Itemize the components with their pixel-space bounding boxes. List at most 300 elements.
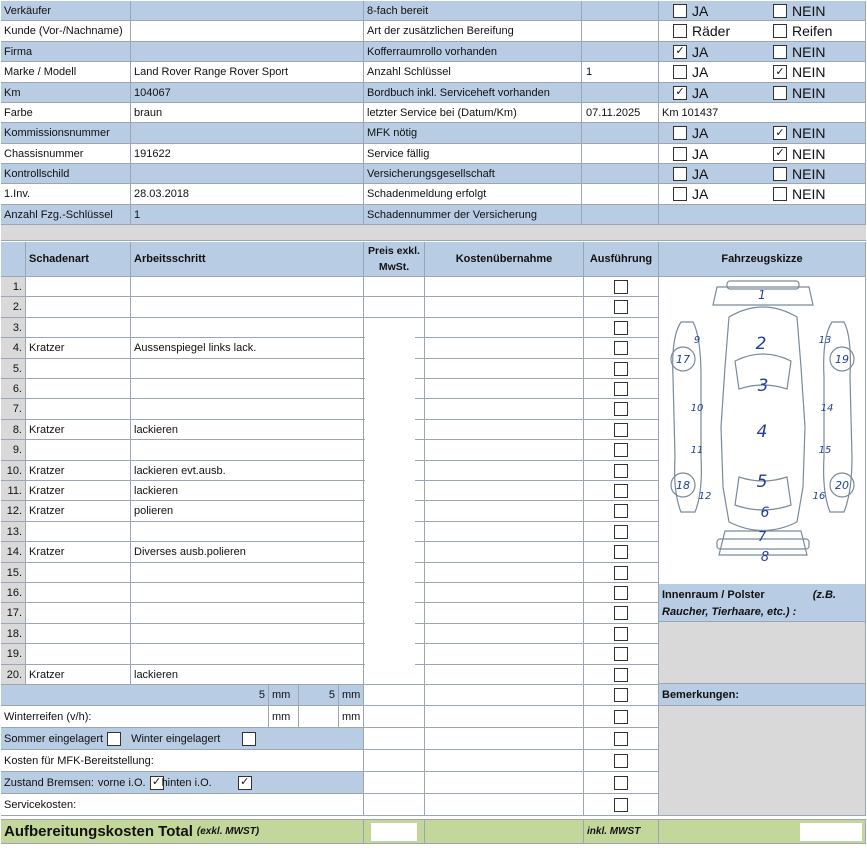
top-right-label: Kofferraumrollo vorhanden [364,42,582,62]
kosten-cell[interactable] [425,399,584,420]
vorne-checkbox[interactable]: ✓ [150,776,164,790]
schadenart-cell[interactable] [26,440,131,461]
top-left-value[interactable]: Land Rover Range Rover Sport [131,62,364,83]
ausfuehrung-checkbox[interactable] [614,776,628,790]
arbeitsschritt-cell[interactable] [131,644,364,665]
arbeitsschritt-cell[interactable] [131,583,364,603]
option-cell [759,62,866,83]
row-number: 3. [1,318,26,338]
ausfuehrung-cell [584,297,659,318]
arbeitsschritt-cell[interactable] [131,624,364,644]
ausfuehrung-checkbox[interactable] [614,525,628,539]
schadenart-cell[interactable]: Kratzer [26,501,131,522]
option-checkbox[interactable] [773,4,787,18]
option-checkbox[interactable] [773,24,787,38]
ausfuehrung-cell [584,603,659,624]
sketch-number-label: 11 [690,445,704,456]
top-left-value[interactable]: 191622 [131,144,364,164]
schadenart-cell[interactable]: Kratzer [26,461,131,481]
option-checkbox[interactable]: ✓ [673,45,687,59]
ausfuehrung-cell [584,685,659,706]
option-cell [759,164,866,184]
bemerkungen-label: Bemerkungen: [662,688,740,701]
schadenart-cell[interactable] [26,379,131,399]
ausfuehrung-cell [584,501,659,522]
kosten-cell[interactable] [425,420,584,440]
kosten-cell[interactable] [425,728,584,750]
row-number: 19. [1,644,26,665]
kosten-cell[interactable] [425,794,584,816]
kosten-cell[interactable] [425,359,584,379]
ausfuehrung-cell [584,318,659,338]
section-divider [1,225,866,241]
ausfuehrung-cell [584,665,659,685]
ausfuehrung-cell [584,481,659,501]
top-left-value[interactable] [131,42,364,62]
top-left-label: Kunde (Vor-/Nachname) [1,21,131,42]
header-number [1,242,26,277]
kosten-mfk-label[interactable]: Kosten für MFK-Bereitstellung: [1,750,364,772]
option-cell [659,1,759,21]
schadenart-cell[interactable] [26,399,131,420]
header-preis: Preis exkl. MwSt. [364,242,425,277]
ausfuehrung-checkbox[interactable] [614,606,628,620]
arbeitsschritt-cell[interactable] [131,297,364,318]
top-left-value[interactable]: 1 [131,205,364,225]
row-number: 4. [1,338,26,359]
top-left-label: Chassisnummer [1,144,131,164]
top-left-label: Marke / Modell [1,62,131,83]
option-label: JA [692,2,709,19]
option-cell [659,62,759,83]
top-left-value[interactable] [131,1,364,21]
arbeitsschritt-cell[interactable] [131,440,364,461]
sketch-number-label: 9 [693,335,701,346]
top-right-value[interactable] [582,184,659,205]
top-right-label: MFK nötig [364,123,582,144]
kosten-cell[interactable] [425,750,584,772]
option-cell [659,21,759,42]
top-right-label: letzter Service bei (Datum/Km) [364,103,582,123]
ausfuehrung-cell [584,359,659,379]
row-number: 11. [1,481,26,501]
arbeitsschritt-cell[interactable]: lackieren [131,420,364,440]
ausfuehrung-cell [584,624,659,644]
ausfuehrung-cell [584,563,659,583]
schadenart-cell[interactable] [26,563,131,583]
top-right-value[interactable] [582,21,659,42]
ausfuehrung-cell [584,644,659,665]
ausfuehrung-checkbox[interactable] [614,668,628,682]
schadenart-cell[interactable] [26,644,131,665]
option-checkbox[interactable] [673,4,687,18]
kosten-cell[interactable] [425,583,584,603]
kosten-cell[interactable] [425,501,584,522]
inkl-label-cell: inkl. MWST [584,820,659,844]
schadenart-cell[interactable] [26,603,131,624]
kosten-cell[interactable] [425,706,584,728]
arbeitsschritt-cell[interactable] [131,359,364,379]
option-checkbox[interactable] [773,187,787,201]
arbeitsschritt-cell[interactable] [131,603,364,624]
arbeitsschritt-cell[interactable] [131,522,364,542]
row-number: 7. [1,399,26,420]
top-left-value[interactable]: 104067 [131,83,364,103]
ausfuehrung-checkbox[interactable] [614,688,628,702]
schadenart-cell[interactable]: Kratzer [26,481,131,501]
innenraum-label-cell [659,584,866,622]
option-checkbox[interactable]: ✓ [773,126,787,140]
kosten-cell[interactable] [425,542,584,563]
preis-cell[interactable] [364,794,425,816]
total-exkl-value[interactable] [364,820,425,844]
ausfuehrung-checkbox[interactable] [614,627,628,641]
row-number: 14. [1,542,26,563]
option-label: JA [692,125,709,141]
option-cell [759,123,866,144]
option-label: Reifen [792,23,833,39]
top-left-value[interactable]: braun [131,103,364,123]
sketch-number-label: 17 [676,353,690,366]
winter-eingelagert-label: Winter eingelagert [131,732,221,745]
top-left-label: Farbe [1,103,131,123]
kosten-cell[interactable] [425,603,584,624]
total-spacer [425,820,584,844]
ausfuehrung-checkbox[interactable] [614,710,628,724]
kosten-cell[interactable] [425,522,584,542]
option-label: NEIN [792,64,826,80]
bemerkungen-label-cell [659,684,866,706]
row-number: 17. [1,603,26,624]
ausfuehrung-checkbox[interactable] [614,647,628,661]
arbeitsschritt-cell[interactable]: lackieren [131,481,364,501]
bremsen-label: Zustand Bremsen: [4,776,94,789]
top-right-label: Art der zusätzlichen Bereifung [364,21,582,42]
ausfuehrung-checkbox[interactable] [614,280,628,294]
header-fahrzeugskizze: Fahrzeugskizze [659,242,866,277]
schadenart-cell[interactable] [26,359,131,379]
ausfuehrung-checkbox[interactable] [614,321,628,335]
option-checkbox[interactable] [673,126,687,140]
option-checkbox[interactable]: ✓ [773,147,787,161]
schadenart-cell[interactable] [26,297,131,318]
option-cell [659,83,759,103]
ausfuehrung-checkbox[interactable] [614,423,628,437]
ausfuehrung-cell [584,583,659,603]
top-right-value[interactable]: 07.11.2025 [582,103,659,123]
top-right-label: Schadennummer der Versicherung [364,205,582,225]
option-label: NEIN [792,84,826,101]
row-number: 18. [1,624,26,644]
car-diagram [659,277,866,584]
total-label-cell [1,820,364,844]
top-right-extra: Km 101437 [659,103,866,123]
bemerkungen-value[interactable] [659,706,866,816]
option-checkbox[interactable] [773,45,787,59]
schadenart-cell[interactable] [26,583,131,603]
row-number: 12. [1,501,26,522]
kosten-cell[interactable] [425,481,584,501]
schadenart-cell[interactable]: Kratzer [26,665,131,685]
ausfuehrung-cell [584,772,659,794]
kosten-cell[interactable] [425,277,584,297]
option-label: JA [692,43,709,60]
kosten-cell[interactable] [425,440,584,461]
top-right-label: Anzahl Schlüssel [364,62,582,83]
option-label: JA [692,84,709,101]
ausfuehrung-cell [584,542,659,563]
preis-cell[interactable] [364,772,425,794]
kosten-cell[interactable] [425,297,584,318]
top-left-label: Anzahl Fzg.-Schlüssel [1,205,131,225]
row-number: 13. [1,522,26,542]
ausfuehrung-cell [584,277,659,297]
arbeitsschritt-cell[interactable]: lackieren [131,665,364,685]
kosten-cell[interactable] [425,685,584,706]
option-cell [659,144,759,164]
innenraum-value[interactable] [659,622,866,684]
total-exkl-input[interactable] [371,823,417,841]
option-label: NEIN [792,43,826,60]
row-number: 9. [1,440,26,461]
option-label: JA [692,186,709,202]
servicekosten-label[interactable]: Servicekosten: [1,794,364,816]
option-cell [759,144,866,164]
sketch-number-label: 19 [835,353,849,366]
schadenart-cell[interactable] [26,624,131,644]
top-right-label: Bordbuch inkl. Serviceheft vorhanden [364,83,582,103]
ausfuehrung-cell [584,338,659,359]
sketch-number-label: 6 [760,505,770,521]
arbeitsschritt-cell[interactable] [131,379,364,399]
option-checkbox[interactable]: ✓ [773,65,787,79]
row-number: 16. [1,583,26,603]
ausfuehrung-cell [584,440,659,461]
schadenart-cell[interactable] [26,318,131,338]
option-label: JA [692,145,709,162]
top-left-label: Firma [1,42,131,62]
option-checkbox[interactable] [673,24,687,38]
arbeitsschritt-cell[interactable] [131,318,364,338]
ausfuehrung-cell [584,420,659,440]
ausfuehrung-checkbox[interactable] [614,402,628,416]
top-right-value[interactable] [582,144,659,164]
kosten-cell[interactable] [425,644,584,665]
option-checkbox[interactable]: ✓ [673,86,687,100]
kosten-cell[interactable] [425,461,584,481]
ausfuehrung-cell [584,522,659,542]
header-kosten: Kostenübernahme [425,242,584,277]
ausfuehrung-cell [584,379,659,399]
option-label: NEIN [792,125,826,141]
top-left-label: Verkäufer [1,1,131,21]
schadenart-cell[interactable]: Kratzer [26,542,131,563]
ausfuehrung-checkbox[interactable] [614,464,628,478]
top-right-value[interactable]: 1 [582,62,659,83]
hinten-checkbox[interactable]: ✓ [238,776,252,790]
ausfuehrung-checkbox[interactable] [614,504,628,518]
option-checkbox[interactable] [773,167,787,181]
row-number: 2. [1,297,26,318]
top-right-label: Versicherungsgesellschaft [364,164,582,184]
row-number: 20. [1,665,26,685]
zb-label: (z.B. [812,589,836,601]
arbeitsschritt-cell[interactable]: Aussenspiegel links lack. [131,338,364,359]
total-label: Aufbereitungskosten Total [4,823,193,840]
top-right-value[interactable] [582,83,659,103]
ausfuehrung-checkbox[interactable] [614,382,628,396]
option-label: NEIN [792,145,826,162]
ausfuehrung-cell [584,461,659,481]
sketch-number-label: 3 [757,376,769,396]
sketch-number-label: 15 [818,445,832,456]
option-cell [659,184,759,205]
top-left-label: Kommissionsnummer [1,123,131,144]
arbeitsschritt-cell[interactable]: Diverses ausb.polieren [131,542,364,563]
ausfuehrung-checkbox[interactable] [614,545,628,559]
sommer-eingelagert-label: Sommer eingelagert [4,732,104,745]
preis-blank-area [365,319,415,684]
sketch-number-label: 12 [698,491,712,502]
kosten-cell[interactable] [425,772,584,794]
top-left-label: Km [1,83,131,103]
sommer-eingelagert-checkbox[interactable] [107,732,121,746]
option-checkbox[interactable] [673,187,687,201]
sketch-number-label: 16 [812,491,826,502]
ausfuehrung-cell [584,728,659,750]
ausfuehrung-checkbox[interactable] [614,586,628,600]
total-inkl-input[interactable] [800,823,862,841]
ausfuehrung-checkbox[interactable] [614,341,628,355]
schadenart-cell[interactable]: Kratzer [26,420,131,440]
ausfuehrung-checkbox[interactable] [614,362,628,376]
kosten-cell[interactable] [425,624,584,644]
sketch-number-label: 1 [758,288,766,302]
option-label: Räder [692,23,731,39]
kosten-cell[interactable] [425,338,584,359]
top-right-value[interactable] [582,123,659,144]
top-left-label: 1.Inv. [1,184,131,205]
sommerreifen-v-value[interactable]: 5 [1,685,269,706]
row-number: 10. [1,461,26,481]
top-right-value[interactable] [582,164,659,184]
preis-cell[interactable] [364,728,425,750]
total-inkl-value[interactable] [659,820,866,844]
sketch-number-label: 10 [690,403,704,414]
winterreifen-h-value[interactable] [299,706,339,728]
top-right-extra [659,205,866,225]
vehicle-sketch [659,277,866,584]
top-left-value[interactable]: 28.03.2018 [131,184,364,205]
kosten-cell[interactable] [425,665,584,685]
ausfuehrung-checkbox[interactable] [614,732,628,746]
row-number: 5. [1,359,26,379]
winterreifen-label[interactable]: Winterreifen (v/h): [1,706,269,728]
header-schadenart: Schadenart [26,242,131,277]
option-checkbox[interactable] [673,167,687,181]
ausfuehrung-checkbox[interactable] [614,443,628,457]
preis-cell[interactable] [364,277,425,297]
top-right-value[interactable] [582,42,659,62]
sketch-number-label: 7 [757,530,767,545]
top-left-label: Kontrollschild [1,164,131,184]
hinten-label: hinten i.O. [161,776,212,789]
option-label: NEIN [792,2,826,19]
arbeitsschritt-cell[interactable] [131,399,364,420]
kosten-cell[interactable] [425,563,584,583]
sketch-number-label: 14 [820,403,834,414]
ausfuehrung-checkbox[interactable] [614,300,628,314]
option-label: NEIN [792,165,826,182]
schadenart-cell[interactable] [26,277,131,297]
header-ausfuehrung: Ausführung [584,242,659,277]
ausfuehrung-checkbox[interactable] [614,566,628,580]
option-cell [759,83,866,103]
top-right-value[interactable] [582,1,659,21]
option-checkbox[interactable] [673,147,687,161]
row-number: 8. [1,420,26,440]
ausfuehrung-checkbox[interactable] [614,754,628,768]
arbeitsschritt-cell[interactable] [131,277,364,297]
ausfuehrung-cell [584,794,659,816]
option-checkbox[interactable] [773,86,787,100]
sommerreifen-h-value[interactable]: 5 [299,685,339,706]
exkl-label: (exkl. MWST) [196,826,260,837]
arbeitsschritt-cell[interactable]: lackieren evt.ausb. [131,461,364,481]
arbeitsschritt-cell[interactable] [131,563,364,583]
header-arbeitsschritt: Arbeitsschritt [131,242,364,277]
kosten-cell[interactable] [425,318,584,338]
schadenart-cell[interactable] [26,522,131,542]
sketch-number-label: 8 [760,550,770,565]
top-left-value[interactable] [131,123,364,144]
option-checkbox[interactable] [673,65,687,79]
mm-unit: mm [269,685,299,706]
top-right-value[interactable] [582,205,659,225]
ausfuehrung-checkbox[interactable] [614,484,628,498]
innenraum-label: Innenraum / Polster [662,589,765,601]
top-left-value[interactable] [131,21,364,42]
preis-cell[interactable] [364,297,425,318]
mm-unit: mm [269,706,299,728]
sketch-number-label: 20 [835,479,849,492]
schadenart-cell[interactable]: Kratzer [26,338,131,359]
mm-unit: mm [339,706,364,728]
option-cell [659,164,759,184]
ausfuehrung-cell [584,750,659,772]
top-left-value[interactable] [131,164,364,184]
vorne-label: vorne i.O. [97,776,146,789]
preis-cell[interactable] [364,706,425,728]
preis-cell[interactable] [364,685,425,706]
preis-cell[interactable] [364,750,425,772]
kosten-cell[interactable] [425,379,584,399]
arbeitsschritt-cell[interactable]: polieren [131,501,364,522]
sketch-number-label: 4 [756,422,768,442]
ausfuehrung-checkbox[interactable] [614,798,628,812]
option-cell [759,1,866,21]
sketch-number-label: 5 [756,472,768,492]
raucher-label: Raucher, Tierhaare, etc.) : [662,606,797,618]
option-cell [659,123,759,144]
top-right-label: Schadenmeldung erfolgt [364,184,582,205]
option-cell [759,42,866,62]
sketch-number-label: 2 [755,334,767,354]
ausfuehrung-cell [584,399,659,420]
option-cell [759,21,866,42]
option-label: NEIN [792,186,826,202]
winter-eingelagert-checkbox[interactable] [242,732,256,746]
